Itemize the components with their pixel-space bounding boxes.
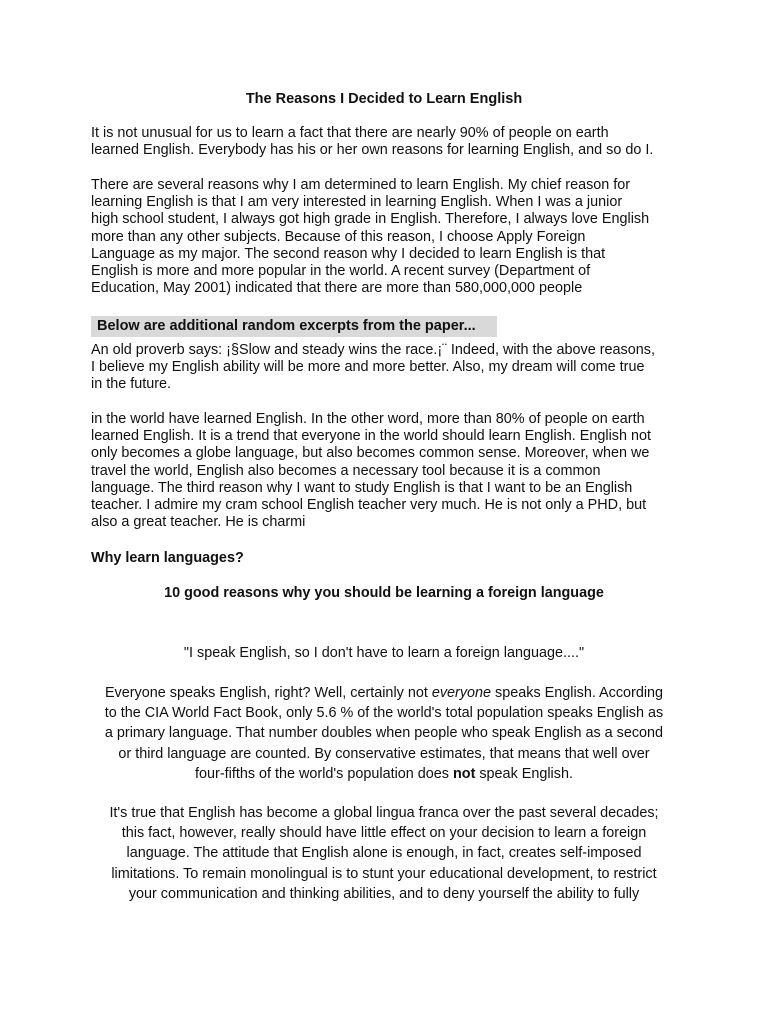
text-span: speaks English. According — [491, 685, 664, 701]
text-line: language. The attitude that English alone is enough, in fact, creates self-imposed — [126, 845, 642, 862]
paragraph-proverb — [91, 342, 691, 394]
text-line: It is not unusual for us to learn a fact that there are nearly 90% of people on earth — [91, 125, 609, 141]
text-span: four-fifths of the world's population does — [195, 765, 453, 782]
paragraph-lingua-franca — [84, 803, 684, 904]
paragraph-world — [91, 411, 691, 531]
paragraph-everyone — [84, 683, 684, 784]
text-line: Language as my major. The second reason why I decided to learn English is that — [91, 245, 606, 262]
text-line: travel the world, English also becomes a necessary tool because it is a common — [91, 462, 601, 479]
text-line: a primary language. That number doubles when people who speak English as a second — [104, 725, 664, 742]
section-subheading: 10 good reasons why you should be learning a foreign language — [164, 585, 604, 601]
text-line — [84, 764, 684, 784]
quote-text: "I speak English, so I don't have to learn a foreign language...." — [183, 645, 585, 661]
text-line: teacher. I admire my cram school English teacher very much. He is not only a PHD, but — [91, 497, 647, 514]
excerpt-banner: Below are additional random excerpts from the paper... — [91, 316, 497, 337]
text-line: It's true that English has become a global lingua franca over the past several decades; — [109, 805, 659, 821]
text-line — [84, 683, 684, 703]
text-line: only becomes a globe language, but also becomes common sense. Moreover, when we — [91, 445, 650, 462]
paragraph-intro — [91, 125, 691, 159]
text-line: I believe my English ability will be more and more better. Also, my dream will come true — [91, 359, 645, 376]
text-line: in the world have learned English. In the other word, more than 80% of people on earth — [91, 411, 645, 427]
text-line: or third language are counted. By conservative estimates, that means that well over — [118, 745, 650, 762]
text-line: in the future. — [91, 376, 171, 393]
text-line: English is more and more popular in the world. A recent survey (Department of — [91, 263, 591, 280]
text-line: limitations. To remain monolingual is to stunt your educational development, to restrict — [111, 865, 657, 882]
text-line: to the CIA World Fact Book, only 5.6 % of the world's total population speaks English as — [104, 705, 664, 722]
text-line: language. The third reason why I want to study English is that I want to be an English — [91, 479, 633, 496]
bold-text: not — [452, 765, 476, 782]
text-line: Education, May 2001) indicated that there are more than 580,000,000 people — [91, 280, 583, 297]
section-heading: Why learn languages? — [91, 550, 244, 566]
text-line: your communication and thinking abilities, and to deny yourself the ability to fully — [128, 885, 640, 902]
text-span: speak English. — [475, 765, 573, 782]
document-title: The Reasons I Decided to Learn English — [245, 91, 523, 107]
paragraph-reasons — [91, 177, 691, 297]
text-line: learning English is that I am very interested in learning English. When I was a junior — [91, 194, 623, 211]
text-line: high school student, I always got high grade in English. Therefore, I always love English — [91, 211, 650, 228]
emphasis-text: everyone — [431, 685, 492, 701]
text-line: An old proverb says: ¡§Slow and steady wins the race.¡¨ Indeed, with the above reasons, — [91, 342, 655, 358]
text-line: learned English. Everybody has his or her own reasons for learning English, and so do I. — [91, 142, 654, 159]
text-line: also a great teacher. He is charmi — [91, 514, 306, 531]
text-span: Everyone speaks English, right? Well, certainly not — [104, 685, 432, 701]
text-line: this fact, however, really should have little effect on your decision to learn a foreign — [121, 825, 647, 842]
text-line: There are several reasons why I am determined to learn English. My chief reason for — [91, 177, 631, 193]
text-line: learned English. It is a trend that everyone in the world should learn English. English not — [91, 428, 651, 445]
text-line: more than any other subjects. Because of this reason, I choose Apply Foreign — [91, 228, 586, 245]
